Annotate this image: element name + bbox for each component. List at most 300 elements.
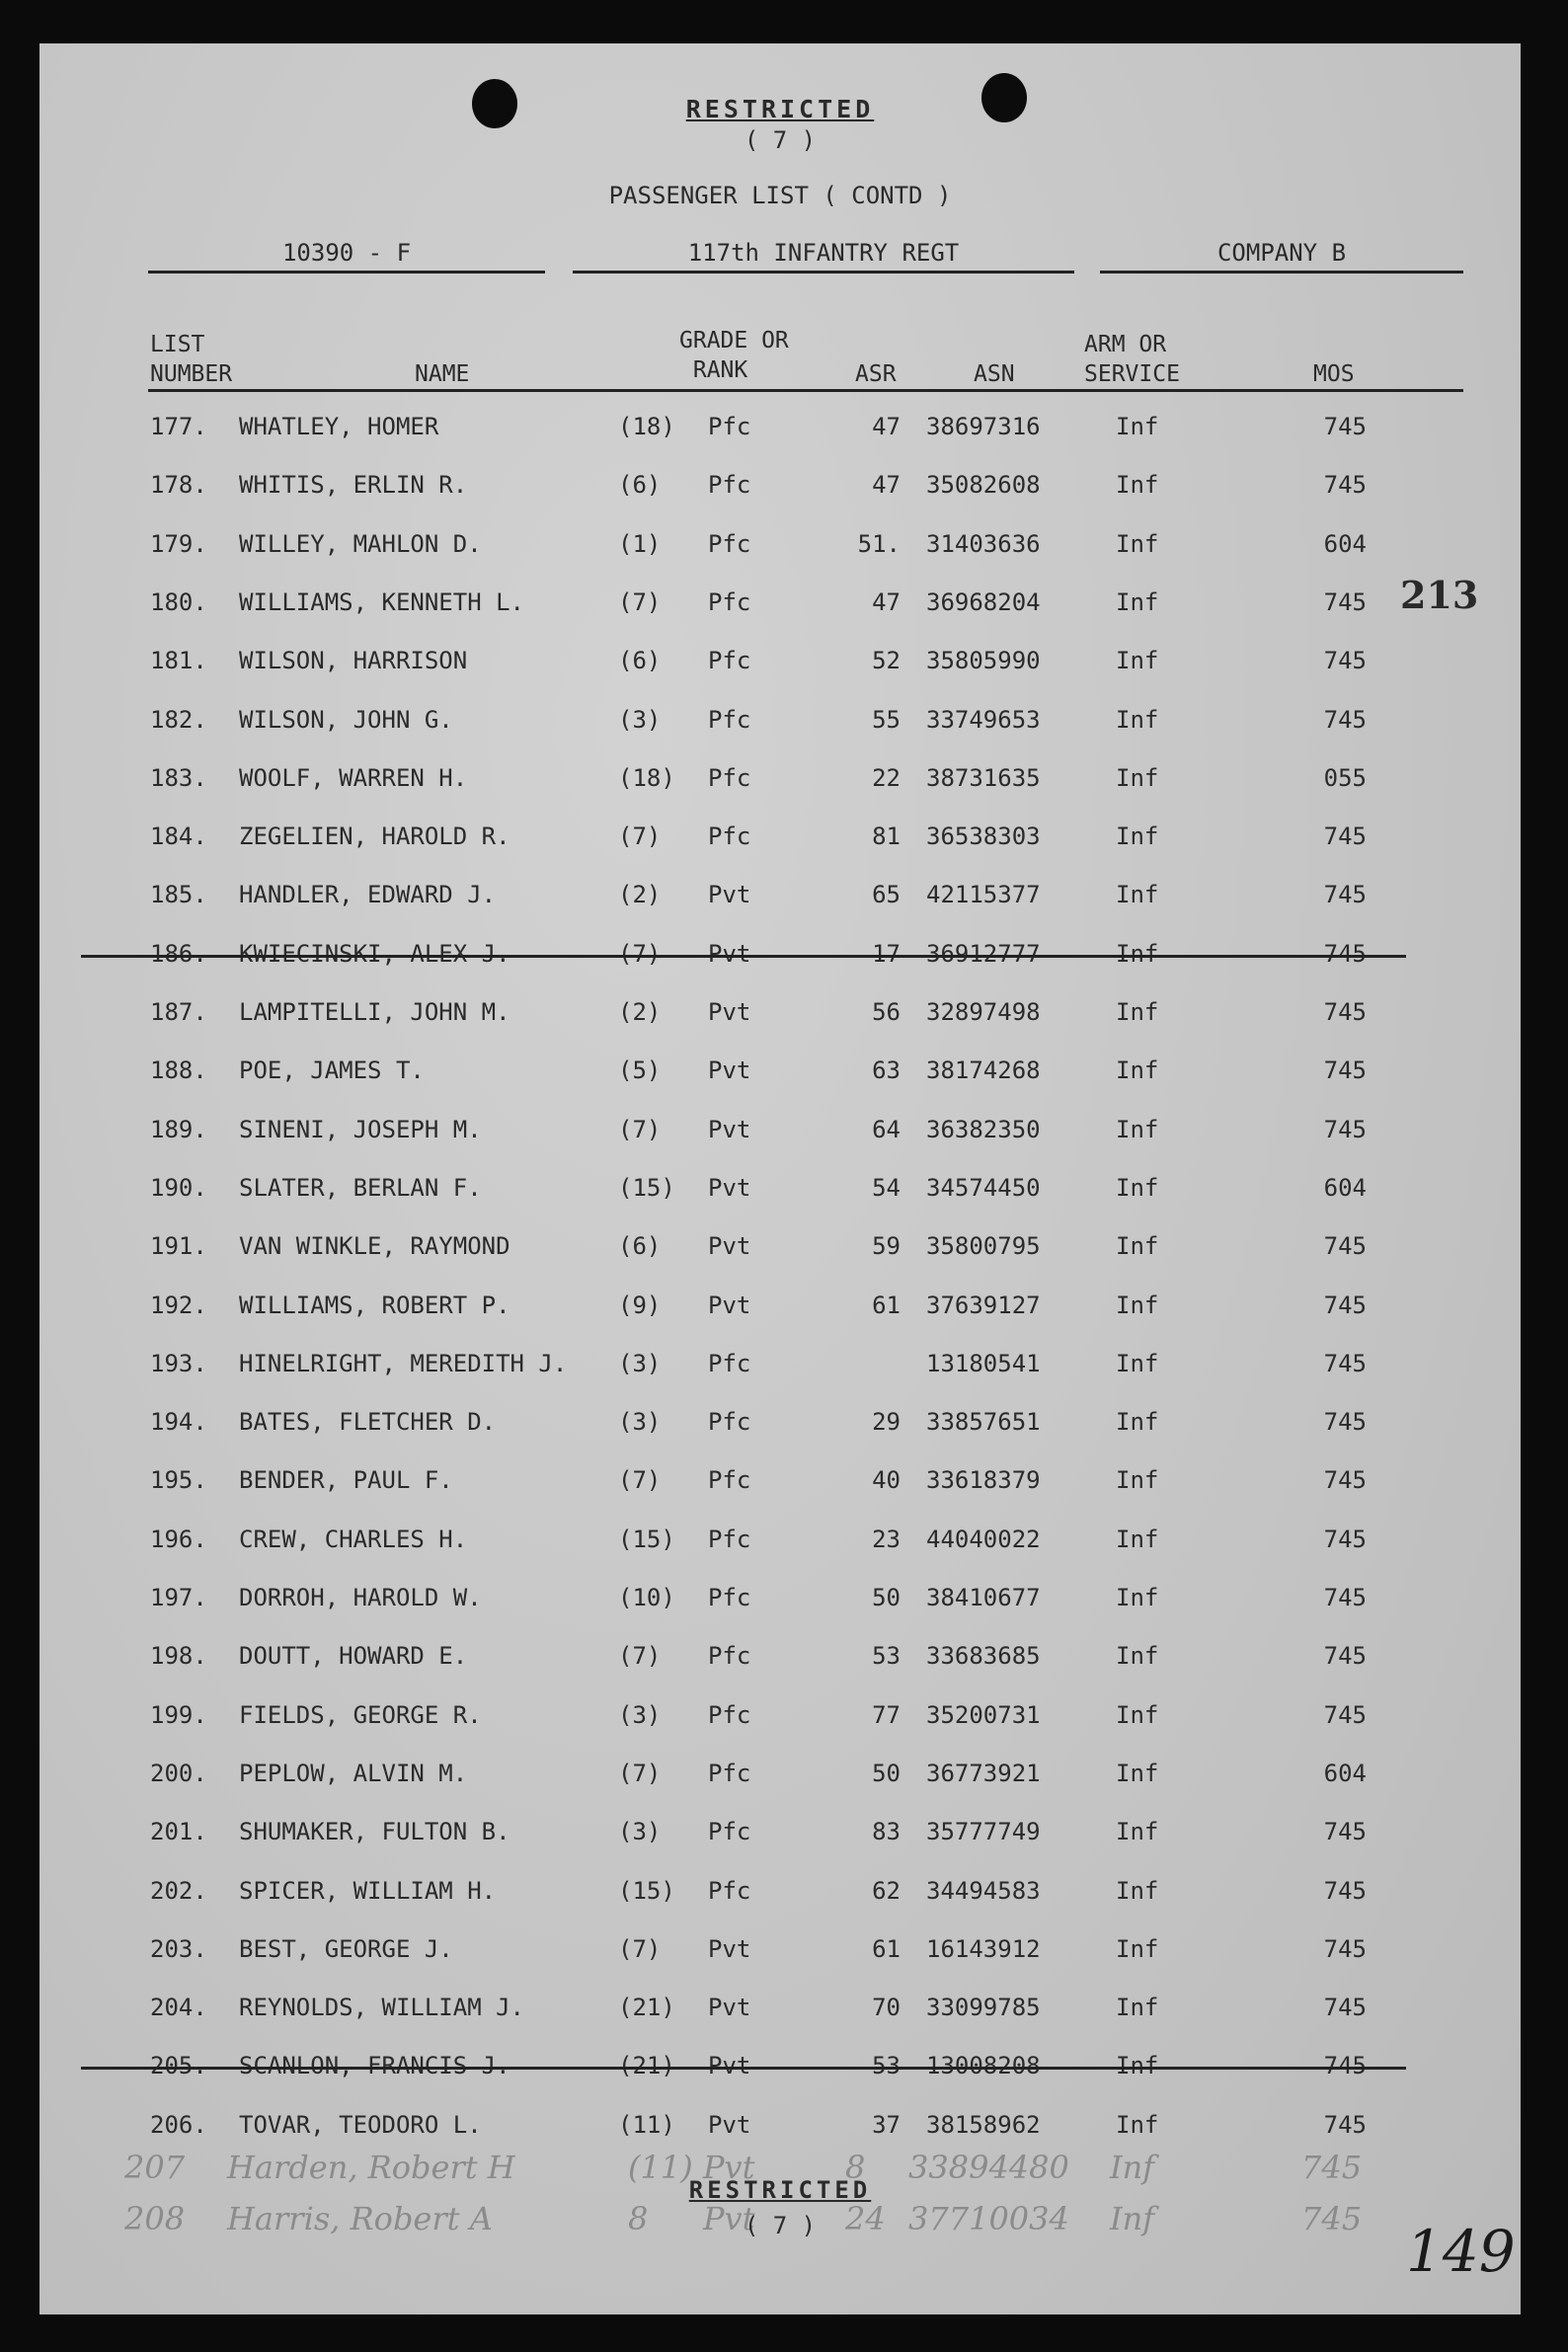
mos: 745 <box>1323 939 1367 968</box>
asr: 51. <box>857 529 901 558</box>
code: (9) <box>618 1291 662 1319</box>
grade: Pvt <box>708 1934 751 1963</box>
mos: 604 <box>1323 1173 1367 1202</box>
asr: 55 <box>872 705 901 734</box>
mos: 745 <box>1323 1466 1367 1495</box>
unit-name: 117th INFANTRY REGT <box>573 239 1074 274</box>
mos: 745 <box>1323 1057 1367 1085</box>
arm-service: Inf <box>1116 413 1159 440</box>
grade: Pfc <box>708 1408 751 1437</box>
list-number: 184. <box>150 823 207 851</box>
grade: Pfc <box>708 1759 751 1787</box>
grade: Pfc <box>708 413 751 440</box>
column-asr: ASR <box>855 361 897 387</box>
grade: Pfc <box>708 705 751 734</box>
code: (7) <box>618 1115 662 1143</box>
header-rule <box>148 389 1463 392</box>
restricted-footer: RESTRICTED <box>688 2176 872 2204</box>
grade: Pfc <box>708 763 751 792</box>
grade: Pfc <box>708 471 751 500</box>
passenger-name: CREW, CHARLES H. <box>239 1525 468 1553</box>
grade: Pfc <box>708 1349 751 1377</box>
asr: 81 <box>872 823 901 851</box>
code: (5) <box>618 1057 662 1085</box>
code: (3) <box>618 1408 662 1437</box>
asn: 36773921 <box>926 1759 1041 1787</box>
list-number: 205. <box>150 2052 207 2080</box>
column-name: NAME <box>415 361 470 387</box>
passenger-name: BENDER, PAUL F. <box>239 1466 453 1495</box>
arm-service: Inf <box>1116 823 1159 851</box>
grade: Pfc <box>708 588 751 616</box>
asr: 56 <box>872 998 901 1026</box>
code: (15) <box>618 1173 675 1202</box>
page-number-footer: ( 7 ) <box>744 2212 817 2239</box>
restricted-header: RESTRICTED <box>685 95 875 123</box>
asr: 59 <box>872 1232 901 1261</box>
shipment-number: 10390 - F <box>148 239 545 274</box>
asr: 47 <box>872 413 901 440</box>
passenger-name: WHITIS, ERLIN R. <box>239 471 468 500</box>
table-row <box>39 1994 1521 2033</box>
margin-number: 213 <box>1400 573 1479 617</box>
list-number: 188. <box>150 1057 207 1085</box>
asn: 34574450 <box>926 1173 1041 1202</box>
asn: 33618379 <box>926 1466 1041 1495</box>
table-row <box>39 1174 1521 1214</box>
mos: 745 <box>1323 471 1367 500</box>
mos: 745 <box>1323 1408 1367 1437</box>
asn: 13180541 <box>926 1349 1041 1377</box>
asr: 22 <box>872 763 901 792</box>
asn: 36538303 <box>926 823 1041 851</box>
list-number: 195. <box>150 1466 207 1495</box>
grade: Pvt <box>708 2110 751 2139</box>
code: (21) <box>618 1994 675 2022</box>
asn: 37639127 <box>926 1291 1041 1319</box>
handwritten-code: 8 <box>628 2200 649 2237</box>
passenger-name: VAN WINKLE, RAYMOND <box>239 1232 510 1261</box>
arm-service: Inf <box>1116 1291 1159 1319</box>
handwritten-asr: 8 <box>845 2149 866 2186</box>
list-number: 183. <box>150 763 207 792</box>
asn: 35777749 <box>926 1818 1041 1846</box>
handwritten-asn: 37710034 <box>908 2200 1069 2237</box>
code: (3) <box>618 1818 662 1846</box>
asr: 53 <box>872 1642 901 1671</box>
list-number: 197. <box>150 1584 207 1611</box>
code: (1) <box>618 529 662 558</box>
passenger-name: WOOLF, WARREN H. <box>239 763 468 792</box>
page-number-header: ( 7 ) <box>744 126 817 154</box>
mos: 745 <box>1323 1934 1367 1963</box>
table-row <box>39 1408 1521 1448</box>
list-number: 199. <box>150 1700 207 1729</box>
grade: Pvt <box>708 1115 751 1143</box>
asr: 47 <box>872 471 901 500</box>
code: (7) <box>618 1759 662 1787</box>
mos: 745 <box>1323 1642 1367 1671</box>
handwritten-asn: 33894480 <box>908 2149 1069 2186</box>
handwritten-asr: 24 <box>845 2200 886 2237</box>
asn: 38174268 <box>926 1057 1041 1085</box>
handwritten-arm: Inf <box>1110 2200 1155 2237</box>
passenger-name: SPICER, WILLIAM H. <box>239 1876 497 1905</box>
table-row <box>39 1877 1521 1917</box>
arm-service: Inf <box>1116 1466 1159 1495</box>
column-arm-service: ARM OR SERVICE <box>1084 332 1180 387</box>
table-row <box>39 1642 1521 1682</box>
grade: Pfc <box>708 1876 751 1905</box>
grade: Pfc <box>708 1525 751 1553</box>
passenger-name: BATES, FLETCHER D. <box>239 1408 497 1437</box>
list-number: 181. <box>150 647 207 675</box>
arm-service: Inf <box>1116 1173 1159 1202</box>
arm-service: Inf <box>1116 1759 1159 1787</box>
asr: 50 <box>872 1759 901 1787</box>
grade: Pvt <box>708 998 751 1026</box>
asr: 64 <box>872 1115 901 1143</box>
mos: 055 <box>1323 763 1367 792</box>
table-row <box>39 413 1521 452</box>
asn: 35800795 <box>926 1232 1041 1261</box>
asr: 37 <box>872 2110 901 2139</box>
passenger-name: HANDLER, EDWARD J. <box>239 881 497 909</box>
table-row <box>39 1232 1521 1272</box>
table-row <box>39 1818 1521 1857</box>
table-row <box>39 647 1521 686</box>
mos: 745 <box>1323 1349 1367 1377</box>
asr: 50 <box>872 1584 901 1611</box>
table-row <box>39 2052 1521 2091</box>
mos: 745 <box>1323 413 1367 440</box>
arm-service: Inf <box>1116 2052 1159 2080</box>
list-number: 203. <box>150 1934 207 1963</box>
document-subtitle: PASSENGER LIST ( CONTD ) <box>608 182 952 209</box>
code: (18) <box>618 413 675 440</box>
asn: 34494583 <box>926 1876 1041 1905</box>
list-number: 194. <box>150 1408 207 1437</box>
table-row <box>39 764 1521 804</box>
table-row <box>39 1760 1521 1799</box>
list-number: 201. <box>150 1818 207 1846</box>
passenger-name: TOVAR, TEODORO L. <box>239 2110 482 2139</box>
table-row <box>39 588 1521 628</box>
table-row <box>39 1057 1521 1096</box>
asn: 38158962 <box>926 2110 1041 2139</box>
list-number: 177. <box>150 413 207 440</box>
grade: Pvt <box>708 1232 751 1261</box>
asr: 70 <box>872 1994 901 2022</box>
passenger-name: PEPLOW, ALVIN M. <box>239 1759 468 1787</box>
code: (6) <box>618 647 662 675</box>
code: (7) <box>618 1466 662 1495</box>
mos: 745 <box>1323 1115 1367 1143</box>
list-number: 193. <box>150 1349 207 1377</box>
asr: 52 <box>872 647 901 675</box>
grade: Pvt <box>708 2052 751 2080</box>
grade: Pfc <box>708 1700 751 1729</box>
asr: 23 <box>872 1525 901 1553</box>
strikethrough-line <box>81 955 1406 958</box>
passenger-name: BEST, GEORGE J. <box>239 1934 453 1963</box>
asn: 35082608 <box>926 471 1041 500</box>
list-number: 190. <box>150 1173 207 1202</box>
handwritten-grade: Pvt <box>703 2149 755 2186</box>
handwritten-mos: 745 <box>1301 2149 1363 2186</box>
list-number: 198. <box>150 1642 207 1671</box>
arm-service: Inf <box>1116 647 1159 675</box>
arm-service: Inf <box>1116 588 1159 616</box>
asn: 36382350 <box>926 1115 1041 1143</box>
column-asn: ASN <box>974 361 1015 387</box>
asr: 54 <box>872 1173 901 1202</box>
code: (15) <box>618 1876 675 1905</box>
grade: Pvt <box>708 1291 751 1319</box>
code: (7) <box>618 939 662 968</box>
asr: 53 <box>872 2052 901 2080</box>
asr: 17 <box>872 939 901 968</box>
list-number: 180. <box>150 588 207 616</box>
list-number: 191. <box>150 1232 207 1261</box>
table-row <box>39 1935 1521 1975</box>
arm-service: Inf <box>1116 705 1159 734</box>
asr: 63 <box>872 1057 901 1085</box>
column-mos: MOS <box>1313 361 1355 387</box>
grade: Pfc <box>708 1818 751 1846</box>
code: (7) <box>618 823 662 851</box>
asn: 38697316 <box>926 413 1041 440</box>
company-name: COMPANY B <box>1100 239 1463 274</box>
handwritten-code: (11) <box>628 2149 693 2186</box>
grade: Pvt <box>708 1994 751 2022</box>
list-number: 200. <box>150 1759 207 1787</box>
code: (15) <box>618 1525 675 1553</box>
passenger-name: POE, JAMES T. <box>239 1057 425 1085</box>
asr: 62 <box>872 1876 901 1905</box>
grade: Pfc <box>708 529 751 558</box>
strikethrough-line <box>81 2067 1406 2070</box>
asn: 16143912 <box>926 1934 1041 1963</box>
asn: 42115377 <box>926 881 1041 909</box>
passenger-name: SHUMAKER, FULTON B. <box>239 1818 510 1846</box>
passenger-name: DORROH, HAROLD W. <box>239 1584 482 1611</box>
table-row <box>39 1584 1521 1623</box>
asn: 33749653 <box>926 705 1041 734</box>
passenger-name: WHATLEY, HOMER <box>239 413 439 440</box>
handwritten-num: 208 <box>124 2200 186 2237</box>
list-number: 196. <box>150 1525 207 1553</box>
table-row <box>39 881 1521 920</box>
list-number: 179. <box>150 529 207 558</box>
grade: Pfc <box>708 1642 751 1671</box>
mos: 745 <box>1323 1525 1367 1553</box>
mos: 745 <box>1323 1818 1367 1846</box>
passenger-name: WILSON, HARRISON <box>239 647 468 675</box>
code: (3) <box>618 1700 662 1729</box>
asn: 38410677 <box>926 1584 1041 1611</box>
passenger-name: ZEGELIEN, HAROLD R. <box>239 823 510 851</box>
arm-service: Inf <box>1116 763 1159 792</box>
asr: 29 <box>872 1408 901 1437</box>
mos: 745 <box>1323 705 1367 734</box>
mos: 745 <box>1323 647 1367 675</box>
asr: 77 <box>872 1700 901 1729</box>
mos: 745 <box>1323 1700 1367 1729</box>
code: (6) <box>618 471 662 500</box>
list-number: 187. <box>150 998 207 1026</box>
arm-service: Inf <box>1116 1408 1159 1437</box>
table-row <box>39 940 1521 980</box>
asn: 38731635 <box>926 763 1041 792</box>
handwritten-arm: Inf <box>1110 2149 1155 2186</box>
arm-service: Inf <box>1116 1700 1159 1729</box>
arm-service: Inf <box>1116 1934 1159 1963</box>
corner-page-number: 149 <box>1406 2218 1516 2285</box>
passenger-name: WILLIAMS, ROBERT P. <box>239 1291 510 1319</box>
mos: 745 <box>1323 1584 1367 1611</box>
list-number: 204. <box>150 1994 207 2022</box>
passenger-name: WILLIAMS, KENNETH L. <box>239 588 524 616</box>
passenger-name: WILLEY, MAHLON D. <box>239 529 482 558</box>
arm-service: Inf <box>1116 998 1159 1026</box>
passenger-name: LAMPITELLI, JOHN M. <box>239 998 510 1026</box>
code: (2) <box>618 881 662 909</box>
grade: Pfc <box>708 1584 751 1611</box>
table-row <box>39 998 1521 1038</box>
document-page <box>39 43 1521 2314</box>
arm-service: Inf <box>1116 1232 1159 1261</box>
grade: Pvt <box>708 1173 751 1202</box>
table-row <box>39 2111 1521 2151</box>
mos: 745 <box>1323 2052 1367 2080</box>
table-row <box>39 471 1521 510</box>
asn: 36912777 <box>926 939 1041 968</box>
arm-service: Inf <box>1116 1994 1159 2022</box>
arm-service: Inf <box>1116 1584 1159 1611</box>
table-row <box>39 1116 1521 1155</box>
passenger-name: SCANLON, FRANCIS J. <box>239 2052 510 2080</box>
arm-service: Inf <box>1116 939 1159 968</box>
passenger-name: WILSON, JOHN G. <box>239 705 453 734</box>
code: (7) <box>618 588 662 616</box>
mos: 745 <box>1323 881 1367 909</box>
asr: 61 <box>872 1934 901 1963</box>
table-row <box>39 1701 1521 1741</box>
asn: 35200731 <box>926 1700 1041 1729</box>
arm-service: Inf <box>1116 1642 1159 1671</box>
arm-service: Inf <box>1116 881 1159 909</box>
grade: Pfc <box>708 1466 751 1495</box>
passenger-name: SINENI, JOSEPH M. <box>239 1115 482 1143</box>
asn: 35805990 <box>926 647 1041 675</box>
column-grade: GRADE OR RANK <box>679 328 789 383</box>
arm-service: Inf <box>1116 1525 1159 1553</box>
mos: 745 <box>1323 823 1367 851</box>
passenger-name: KWIECINSKI, ALEX J. <box>239 939 510 968</box>
arm-service: Inf <box>1116 1876 1159 1905</box>
arm-service: Inf <box>1116 471 1159 500</box>
mos: 745 <box>1323 1994 1367 2022</box>
table-row <box>39 1292 1521 1331</box>
mos: 604 <box>1323 1759 1367 1787</box>
code: (7) <box>618 1934 662 1963</box>
handwritten-grade: Pvt <box>703 2200 755 2237</box>
passenger-name: FIELDS, GEORGE R. <box>239 1700 482 1729</box>
code: (21) <box>618 2052 675 2080</box>
arm-service: Inf <box>1116 1057 1159 1085</box>
code: (3) <box>618 1349 662 1377</box>
handwritten-name: Harden, Robert H <box>227 2149 515 2186</box>
passenger-name: REYNOLDS, WILLIAM J. <box>239 1994 524 2022</box>
passenger-name: SLATER, BERLAN F. <box>239 1173 482 1202</box>
asn: 33683685 <box>926 1642 1041 1671</box>
list-number: 206. <box>150 2110 207 2139</box>
arm-service: Inf <box>1116 2110 1159 2139</box>
code: (3) <box>618 705 662 734</box>
list-number: 192. <box>150 1291 207 1319</box>
table-row <box>39 1526 1521 1565</box>
passenger-name: HINELRIGHT, MEREDITH J. <box>239 1349 568 1377</box>
asr: 61 <box>872 1291 901 1319</box>
asn: 31403636 <box>926 529 1041 558</box>
asn: 32897498 <box>926 998 1041 1026</box>
code: (11) <box>618 2110 675 2139</box>
asn: 36968204 <box>926 588 1041 616</box>
handwritten-mos: 745 <box>1301 2200 1363 2237</box>
arm-service: Inf <box>1116 1818 1159 1846</box>
handwritten-name: Harris, Robert A <box>227 2200 493 2237</box>
table-row <box>39 706 1521 745</box>
list-number: 186. <box>150 939 207 968</box>
mos: 745 <box>1323 1291 1367 1319</box>
mos: 745 <box>1323 588 1367 616</box>
asr: 65 <box>872 881 901 909</box>
grade: Pfc <box>708 823 751 851</box>
grade: Pvt <box>708 939 751 968</box>
arm-service: Inf <box>1116 529 1159 558</box>
list-number: 189. <box>150 1115 207 1143</box>
list-number: 178. <box>150 471 207 500</box>
asr: 47 <box>872 588 901 616</box>
code: (6) <box>618 1232 662 1261</box>
mos: 745 <box>1323 1232 1367 1261</box>
mos: 745 <box>1323 2110 1367 2139</box>
grade: Pvt <box>708 881 751 909</box>
passenger-name: DOUTT, HOWARD E. <box>239 1642 468 1671</box>
code: (2) <box>618 998 662 1026</box>
asn: 44040022 <box>926 1525 1041 1553</box>
grade: Pfc <box>708 647 751 675</box>
asr: 40 <box>872 1466 901 1495</box>
mos: 745 <box>1323 1876 1367 1905</box>
handwritten-num: 207 <box>124 2149 186 2186</box>
table-row <box>39 530 1521 570</box>
mos: 745 <box>1323 998 1367 1026</box>
table-row <box>39 1466 1521 1506</box>
list-number: 185. <box>150 881 207 909</box>
arm-service: Inf <box>1116 1349 1159 1377</box>
grade: Pvt <box>708 1057 751 1085</box>
mos: 604 <box>1323 529 1367 558</box>
asr: 83 <box>872 1818 901 1846</box>
list-number: 202. <box>150 1876 207 1905</box>
column-list-number: LIST NUMBER <box>150 332 233 387</box>
arm-service: Inf <box>1116 1115 1159 1143</box>
asn: 13008208 <box>926 2052 1041 2080</box>
code: (7) <box>618 1642 662 1671</box>
list-number: 182. <box>150 705 207 734</box>
